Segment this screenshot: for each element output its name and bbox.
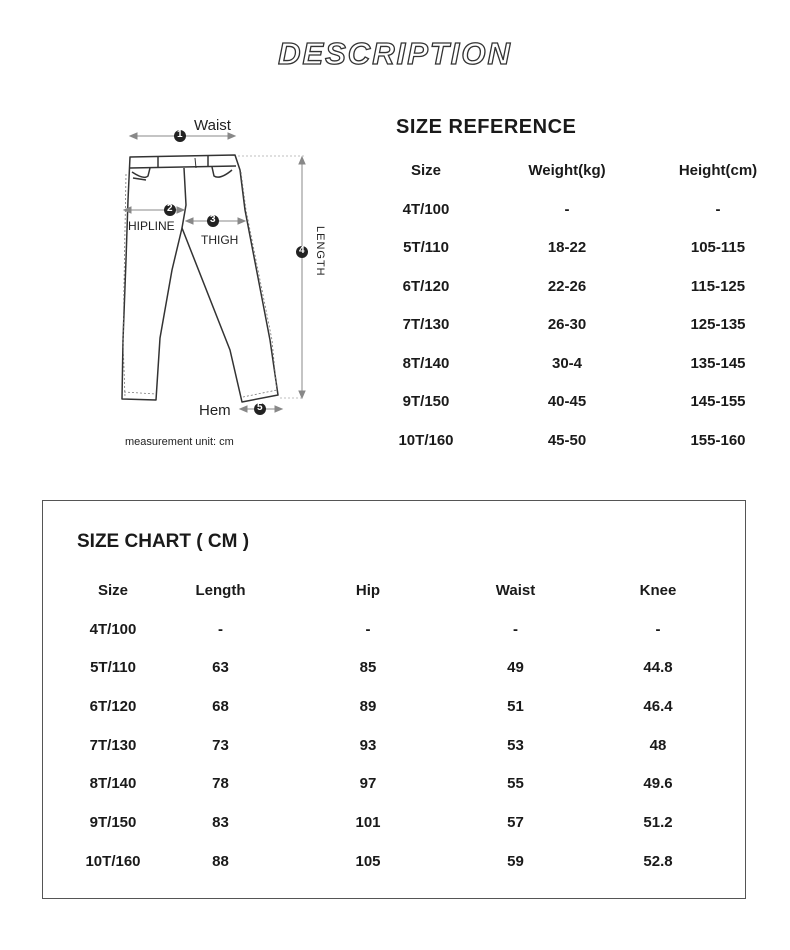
measurement-unit-note: measurement unit: cm <box>125 436 234 448</box>
hem-label: Hem <box>199 402 231 419</box>
cell-height: - <box>715 200 721 218</box>
table-row <box>390 306 766 345</box>
header-size: Size <box>97 581 128 599</box>
cell-height: 115-125 <box>690 277 746 295</box>
length-label: LENGTH <box>314 226 326 277</box>
cell-size: 6T/120 <box>402 277 450 295</box>
marker-5: 5 <box>257 402 263 413</box>
table-row <box>390 267 766 306</box>
cell-height: 155-160 <box>690 431 746 449</box>
table-row <box>73 764 743 803</box>
header-waist: Waist <box>495 581 536 599</box>
hipline-label: HIPLINE <box>128 219 175 233</box>
header-knee: Knee <box>639 581 677 599</box>
size-chart-box <box>42 500 746 899</box>
cell-waist: 53 <box>507 736 524 754</box>
cell-height: 145-155 <box>690 393 746 411</box>
cell-hip: 85 <box>359 659 377 677</box>
cell-size: 7T/130 <box>402 316 450 334</box>
cell-knee: - <box>655 620 661 638</box>
cell-hip: 93 <box>359 736 377 754</box>
header-weight: Weight(kg) <box>528 161 606 179</box>
table-row <box>73 842 743 881</box>
page-title: DESCRIPTION <box>278 36 512 71</box>
marker-2: 2 <box>167 203 173 214</box>
header-length: Length <box>195 581 246 599</box>
cell-knee: 46.4 <box>643 697 673 715</box>
pants-diagram <box>100 110 350 460</box>
cell-weight: 18-22 <box>547 239 587 257</box>
table-row <box>73 726 743 765</box>
table-row <box>390 383 766 422</box>
cell-size: 10T/160 <box>85 852 141 870</box>
cell-hip: 97 <box>359 775 377 793</box>
cell-size: 10T/160 <box>398 431 454 449</box>
marker-3: 3 <box>210 214 216 225</box>
size-reference-title: SIZE REFERENCE <box>396 116 577 138</box>
cell-weight: 30-4 <box>551 354 583 372</box>
cell-waist: 55 <box>507 775 524 793</box>
cell-size: 7T/130 <box>89 736 137 754</box>
cell-weight: - <box>564 200 570 218</box>
table-row <box>390 229 766 268</box>
thigh-label: THIGH <box>201 233 239 247</box>
waist-label: Waist <box>194 117 231 134</box>
cell-hip: 101 <box>355 813 381 831</box>
cell-size: 4T/100 <box>89 620 137 638</box>
cell-hip: 89 <box>359 697 377 715</box>
cell-size: 8T/140 <box>89 775 137 793</box>
cell-length: 88 <box>212 852 229 870</box>
size-chart-title: SIZE CHART ( CM ) <box>77 531 250 552</box>
cell-length: 68 <box>212 697 229 715</box>
cell-hip: 105 <box>355 852 381 870</box>
cell-size: 5T/110 <box>403 239 449 257</box>
cell-knee: 48 <box>649 736 667 754</box>
cell-hip: - <box>365 620 371 638</box>
cell-length: 78 <box>212 775 229 793</box>
table-row <box>73 687 743 726</box>
cell-height: 135-145 <box>690 354 746 372</box>
cell-size: 8T/140 <box>402 354 450 372</box>
cell-height: 105-115 <box>690 239 746 257</box>
cell-size: 9T/150 <box>402 393 450 411</box>
table-row <box>390 344 766 383</box>
table-header-row <box>73 571 743 610</box>
cell-size: 6T/120 <box>89 697 137 715</box>
cell-weight: 40-45 <box>547 393 587 411</box>
cell-length: 73 <box>212 736 229 754</box>
header-size: Size <box>410 161 441 179</box>
cell-waist: 51 <box>507 697 524 715</box>
header-hip: Hip <box>355 581 381 599</box>
table-row <box>73 803 743 842</box>
cell-weight: 22-26 <box>547 277 587 295</box>
cell-knee: 52.8 <box>643 852 673 870</box>
header-height: Height(cm) <box>678 161 758 179</box>
cell-size: 9T/150 <box>89 813 137 831</box>
marker-1: 1 <box>177 129 183 140</box>
cell-size: 5T/110 <box>90 659 136 677</box>
cell-height: 125-135 <box>690 316 746 334</box>
cell-waist: 57 <box>507 813 524 831</box>
size-reference-table <box>390 150 766 460</box>
cell-waist: - <box>513 620 518 638</box>
cell-weight: 26-30 <box>547 316 587 334</box>
table-row <box>73 610 743 649</box>
marker-4: 4 <box>299 245 305 256</box>
cell-waist: 49 <box>507 659 524 677</box>
table-row <box>390 190 766 229</box>
cell-waist: 59 <box>507 852 524 870</box>
cell-weight: 45-50 <box>547 431 587 449</box>
cell-length: 83 <box>212 813 229 831</box>
table-row <box>73 648 743 687</box>
cell-knee: 44.8 <box>643 659 673 677</box>
size-chart-table <box>73 571 743 881</box>
table-row <box>390 421 766 460</box>
cell-knee: 49.6 <box>643 775 673 793</box>
cell-length: - <box>218 620 223 638</box>
table-header-row <box>390 150 766 190</box>
cell-knee: 51.2 <box>643 813 673 831</box>
cell-length: 63 <box>212 659 229 677</box>
cell-size: 4T/100 <box>402 200 450 218</box>
